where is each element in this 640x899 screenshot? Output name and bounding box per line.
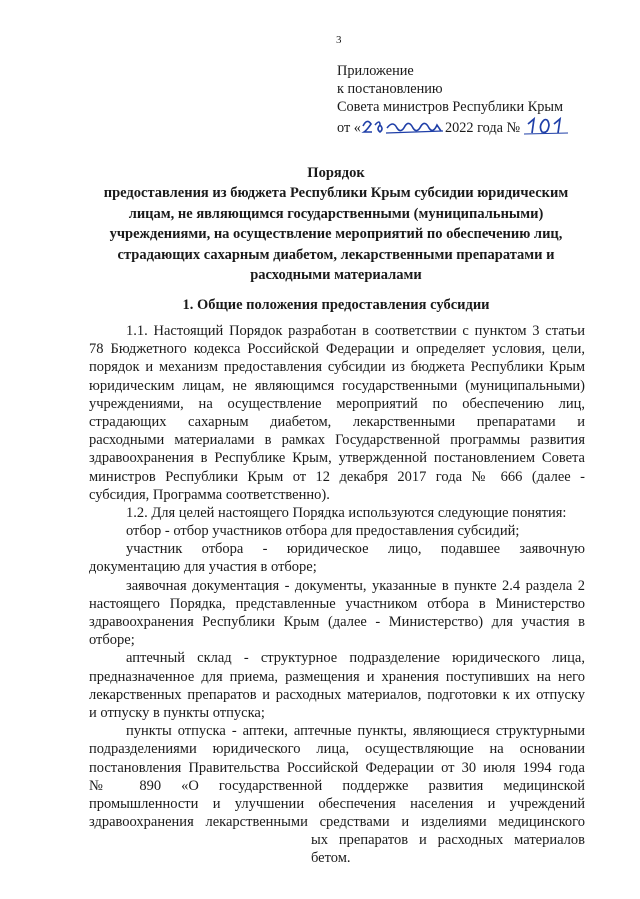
paragraph-line: министров Республики Крым от 12 декабря 2017 года № 666 (далее - <box>89 468 585 485</box>
paragraph-line: № 890 «О государственной поддержке развития медицинской <box>89 777 585 794</box>
document-title <box>88 163 584 285</box>
paragraph-line: заявочная документация - документы, указанные в пункте 2.4 раздела 2 <box>126 577 585 594</box>
paragraph-line: 78 Бюджетного кодекса Российской Федерации и определяет условия, цели, <box>89 341 585 358</box>
paragraph-line: юридическим лицам, не являющимся государственными (муниципальными) <box>89 377 585 394</box>
title-heading: Порядок <box>307 165 365 181</box>
date-prefix: от « <box>337 120 361 136</box>
title-line: учреждениями, на осуществление мероприятий по обеспечению лиц, <box>109 226 563 243</box>
handwritten-number <box>524 116 570 137</box>
paragraph-line: 1.1. Настоящий Порядок разработан в соответствии с пунктом 3 статьи <box>126 323 585 339</box>
paragraph-line: порядок и механизм предоставления субсидии из бюджета Республики Крым <box>89 359 585 376</box>
paragraph-line: промышленности и улучшении обеспечения населения и учреждений <box>89 795 585 812</box>
title-line: страдающих сахарным диабетом, лекарственными препаратами и <box>117 246 555 263</box>
paragraph-line: постановления Правительства Российской Федерации от 30 июля 1994 года <box>89 759 585 776</box>
paragraph-line: учреждениями, на осуществление мероприятий по обеспечению лиц, <box>89 395 585 412</box>
paragraph-line: здравоохранения в Республике Крым, утвержденной постановлением Совета <box>89 450 585 467</box>
paragraph-line: расходными материалами в рамках Государственной программы развития <box>89 432 585 449</box>
paragraph-line: пункты отпуска - аптеки, аптечные пункты, являющиеся структурными <box>126 723 585 740</box>
paragraph-line: участник отбора - юридическое лицо, подавшее заявочную <box>126 541 585 558</box>
paragraph-line: предназначенное для приема, размещения и хранения поступивших на него <box>89 668 585 685</box>
appendix-block <box>337 62 570 137</box>
appendix-date-line <box>337 116 570 137</box>
title-line: лицам, не являющимся государственными (муниципальными) <box>128 205 544 222</box>
paragraph-line: ых препаратов и расходных материалов <box>311 832 585 849</box>
handwritten-date <box>361 116 445 137</box>
paragraph-line: здравоохранения Республики Крым (далее - Министерство) для участия в <box>89 614 585 630</box>
document-body <box>89 322 585 868</box>
date-year-text: 2022 года № <box>444 120 521 136</box>
paragraph-line: субсидия, Программа соответственно). <box>89 486 330 503</box>
appendix-line-2: к постановлению <box>337 81 443 97</box>
appendix-line-1: Приложение <box>337 63 414 79</box>
title-line: расходными материалами <box>250 267 422 284</box>
appendix-line-3: Совета министров Республики Крым <box>337 99 564 115</box>
paragraph-line: настоящего Порядка, представленные участником отбора в Министерство <box>89 595 585 612</box>
page-number: 3 <box>336 34 342 46</box>
paragraph-line: лекарственных препаратов и расходных материалов, подготовки к их отпуску <box>89 686 585 703</box>
paragraph-line: страдающих сахарным диабетом, лекарственными препаратами и <box>89 413 585 430</box>
paragraph-line: здравоохранения лекарственными средствами и изделиями медицинского <box>89 814 585 831</box>
section-1-title: 1. Общие положения предоставления субсидии <box>182 297 490 313</box>
title-line: предоставления из бюджета Республики Крым субсидии юридическим <box>103 185 569 202</box>
paragraph-line: подразделениями юридического лица, осуществляющие на основании <box>89 741 585 758</box>
paragraph-line: 1.2. Для целей настоящего Порядка используются следующие понятия: <box>126 504 567 521</box>
paragraph-line: аптечный склад - структурное подразделение юридического лица, <box>126 650 585 667</box>
paragraph-line: и отпуску в пункты отпуска; <box>89 704 265 721</box>
paragraph-line: отборе; <box>89 632 135 649</box>
paragraph-line: документацию для участия в отборе; <box>89 559 317 576</box>
paragraph-line: отбор - отбор участников отбора для предоставления субсидий; <box>126 523 520 540</box>
paragraph-line: бетом. <box>311 850 351 867</box>
